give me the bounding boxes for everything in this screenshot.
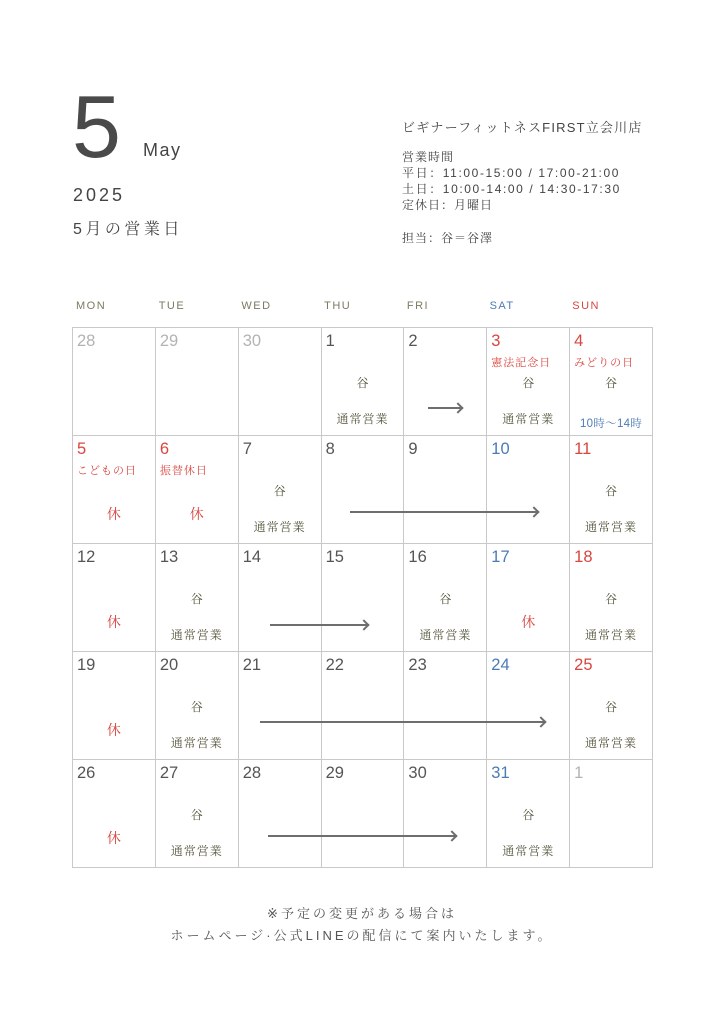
business-status: 通常営業	[502, 844, 555, 858]
page-title: 5月の営業日	[73, 221, 183, 238]
month-name: May	[143, 140, 182, 160]
day-cell	[404, 544, 486, 651]
business-status: 通常営業	[502, 412, 555, 426]
day-number: 1	[325, 332, 335, 350]
staff-name: 谷	[190, 700, 203, 714]
hours-heading: 営業時間	[402, 150, 455, 164]
weekday-mon: MON	[76, 300, 107, 312]
day-cell	[322, 760, 404, 867]
day-cell	[570, 544, 652, 651]
staff-name: 谷	[605, 592, 618, 606]
closed-mark: 休	[106, 614, 121, 630]
day-cell	[239, 652, 321, 759]
day-cell	[570, 328, 652, 435]
weekday-sun: SUN	[572, 300, 601, 312]
weekday-thu: THU	[324, 300, 352, 312]
day-number: 8	[325, 440, 335, 458]
day-number: 11	[574, 440, 592, 458]
day-cell	[404, 652, 486, 759]
day-cell	[487, 760, 569, 867]
footer-notice-line2: ホームページ·公式LINEの配信にて案内いたします。	[170, 928, 554, 943]
holiday-name: 憲法記念日	[491, 357, 552, 369]
store-name: ビギナーフィットネスFIRST立会川店	[402, 120, 643, 135]
day-cell	[73, 652, 155, 759]
day-cell	[73, 544, 155, 651]
weekday-wed: WED	[241, 300, 272, 312]
day-number: 5	[77, 440, 87, 458]
day-number: 23	[408, 656, 427, 674]
day-number: 18	[574, 548, 593, 566]
staff-name: 谷	[605, 700, 618, 714]
day-number: 22	[325, 656, 344, 674]
day-cell	[73, 328, 155, 435]
day-number: 29	[159, 332, 179, 350]
day-number: 20	[159, 656, 179, 674]
weekday-header-row	[72, 300, 653, 314]
day-number: 29	[325, 764, 344, 782]
day-cell	[404, 328, 486, 435]
day-cell	[322, 544, 404, 651]
day-number: 26	[77, 764, 96, 782]
continuation-arrow	[268, 835, 457, 837]
day-number: 21	[242, 656, 262, 674]
year: 2025	[73, 185, 126, 205]
day-cell	[570, 760, 652, 867]
staff-name: 谷	[605, 376, 618, 390]
day-number: 14	[242, 548, 262, 566]
day-cell	[239, 436, 321, 543]
calendar-grid	[72, 327, 653, 868]
staff-name: 谷	[190, 808, 203, 822]
holiday-name: 振替休日	[159, 465, 208, 477]
day-cell	[322, 436, 404, 543]
day-number: 30	[408, 764, 427, 782]
staff-name: 谷	[439, 592, 452, 606]
day-number: 28	[77, 332, 96, 350]
day-number: 30	[242, 332, 262, 350]
day-cell	[404, 436, 486, 543]
day-cell	[156, 760, 238, 867]
day-cell	[239, 544, 321, 651]
weekday-sat: SAT	[489, 300, 515, 312]
day-number: 3	[491, 332, 501, 350]
business-status: 通常営業	[170, 628, 223, 642]
staff-name: 谷	[522, 808, 535, 822]
month-number: 5	[72, 77, 121, 176]
weekend-hours: 土日：10:00-14:00 / 14:30-17:30	[402, 182, 621, 196]
day-number: 12	[77, 548, 96, 566]
closed-mark: 休	[106, 722, 121, 738]
day-cell	[156, 544, 238, 651]
day-cell	[156, 328, 238, 435]
closed-mark: 休	[106, 830, 121, 846]
day-cell	[322, 328, 404, 435]
day-number: 28	[242, 764, 262, 782]
business-status: 通常営業	[253, 520, 306, 534]
day-number: 27	[159, 764, 179, 782]
day-cell	[239, 328, 321, 435]
business-status: 通常営業	[585, 520, 638, 534]
staff-name: 谷	[356, 376, 369, 390]
day-cell	[322, 652, 404, 759]
weekday-fri: FRI	[406, 300, 430, 312]
day-number: 2	[408, 332, 418, 350]
day-number: 25	[574, 656, 593, 674]
staff-assignment: 担当：谷＝谷澤	[402, 231, 494, 245]
day-cell	[239, 760, 321, 867]
day-cell	[487, 328, 569, 435]
day-number: 6	[159, 440, 170, 458]
day-number: 16	[408, 548, 427, 566]
day-cell	[487, 652, 569, 759]
business-status: 通常営業	[419, 628, 472, 642]
business-status: 通常営業	[170, 736, 223, 750]
weekday-tue: TUE	[158, 300, 186, 312]
day-number: 9	[408, 440, 418, 458]
continuation-arrow	[270, 624, 369, 626]
day-cell	[404, 760, 486, 867]
business-status: 通常営業	[585, 736, 638, 750]
business-status: 通常営業	[585, 628, 638, 642]
holiday-name: みどりの日	[574, 357, 635, 369]
staff-name: 谷	[273, 484, 286, 498]
continuation-arrow	[350, 511, 539, 513]
weekday-hours: 平日：11:00-15:00 / 17:00-21:00	[402, 166, 621, 180]
regular-holiday: 定休日：月曜日	[402, 198, 494, 212]
day-number: 15	[325, 548, 344, 566]
day-cell	[156, 652, 238, 759]
closed-mark: 休	[521, 614, 536, 630]
footer-notice-line1: ※予定の変更がある場合は	[267, 906, 457, 921]
day-number: 10	[491, 440, 510, 458]
day-cell	[156, 436, 238, 543]
staff-name: 谷	[190, 592, 203, 606]
day-cell	[487, 544, 569, 651]
closed-mark: 休	[189, 506, 204, 522]
staff-name: 谷	[605, 484, 618, 498]
closed-mark: 休	[106, 506, 121, 522]
day-number: 7	[242, 440, 252, 458]
business-status: 通常営業	[336, 412, 389, 426]
day-number: 17	[491, 548, 510, 566]
day-cell	[570, 652, 652, 759]
day-number: 19	[77, 656, 96, 674]
business-status: 通常営業	[170, 844, 223, 858]
day-cell	[73, 760, 155, 867]
day-number: 1	[574, 764, 584, 782]
staff-name: 谷	[522, 376, 535, 390]
day-cell	[570, 436, 652, 543]
day-number: 31	[491, 764, 510, 782]
day-number: 4	[574, 332, 584, 350]
holiday-name: こどもの日	[77, 465, 137, 477]
day-cell	[73, 436, 155, 543]
day-number: 24	[491, 656, 510, 674]
day-number: 13	[159, 548, 179, 566]
continuation-arrow	[260, 721, 546, 723]
day-cell	[487, 436, 569, 543]
hours-note: 10時〜14時	[579, 418, 643, 430]
continuation-arrow	[428, 407, 463, 409]
